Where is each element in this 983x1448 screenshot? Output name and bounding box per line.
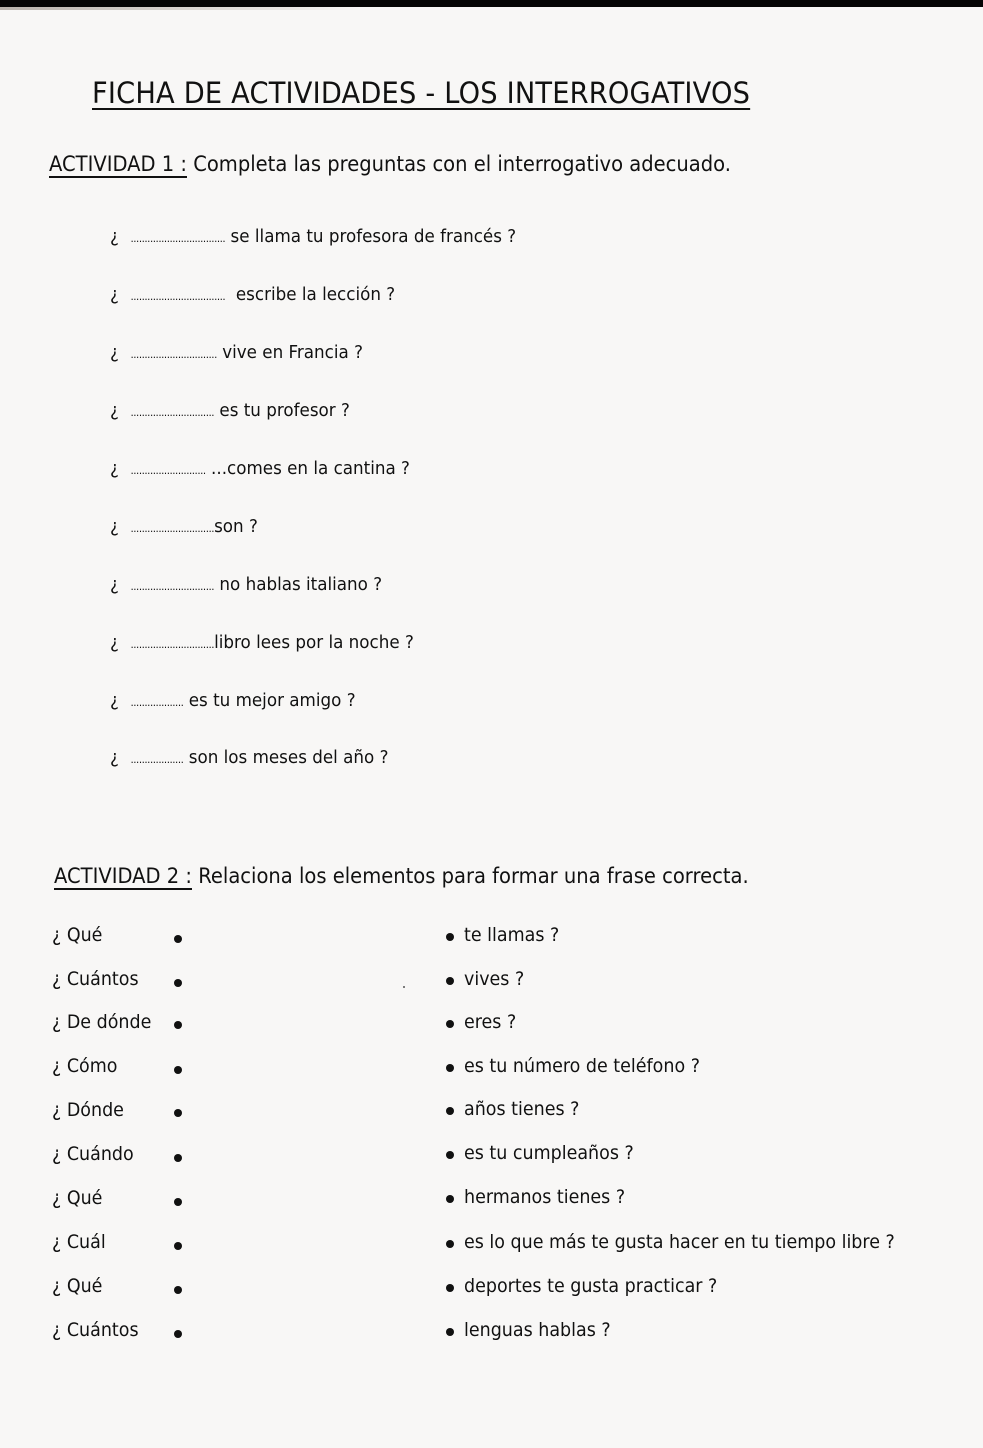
left-connector-dot[interactable] — [174, 1198, 182, 1206]
left-connector-dot[interactable] — [174, 1021, 182, 1029]
match-right-item: eres ? — [464, 1011, 517, 1033]
inverted-question-mark: ¿ — [110, 632, 119, 653]
inverted-question-mark: ¿ — [110, 458, 119, 479]
inverted-question-mark: ¿ — [110, 516, 119, 537]
question-text: es tu profesor ? — [219, 400, 350, 421]
inverted-question-mark: ¿ — [110, 574, 119, 595]
match-right-item: es tu cumpleaños ? — [464, 1142, 634, 1164]
right-connector-dot[interactable] — [446, 1284, 454, 1292]
fill-in-question-7 — [110, 574, 382, 595]
right-connector-dot[interactable] — [446, 977, 454, 985]
right-connector-dot[interactable] — [446, 1240, 454, 1248]
inverted-question-mark: ¿ — [110, 342, 119, 363]
match-left-item: ¿ Cuál — [52, 1231, 106, 1253]
right-connector-dot[interactable] — [446, 933, 454, 941]
match-right-item: te llamas ? — [464, 924, 560, 946]
answer-blank[interactable]: .................................. — [130, 290, 226, 303]
inverted-question-mark: ¿ — [110, 400, 119, 421]
scan-speck — [403, 986, 405, 988]
left-connector-dot[interactable] — [174, 1330, 182, 1338]
answer-blank[interactable]: .............................. — [130, 580, 215, 593]
question-text: son los meses del año ? — [188, 747, 389, 768]
fill-in-question-8 — [110, 632, 414, 653]
right-connector-dot[interactable] — [446, 1195, 454, 1203]
match-left-item: ¿ Qué — [52, 924, 103, 946]
answer-blank[interactable]: ............................... — [130, 348, 217, 361]
match-right-item: hermanos tienes ? — [464, 1186, 626, 1208]
question-text: libro lees por la noche ? — [214, 632, 414, 653]
worksheet-title: FICHA DE ACTIVIDADES - LOS INTERROGATIVOS — [92, 76, 751, 110]
match-left-item: ¿ Cuántos — [52, 968, 139, 990]
fill-in-question-4 — [110, 400, 350, 421]
right-connector-dot[interactable] — [446, 1107, 454, 1115]
match-right-item: vives ? — [464, 968, 525, 990]
right-connector-dot[interactable] — [446, 1064, 454, 1072]
activity-1-instruction: Completa las preguntas con el interrogativo adecuado. — [193, 152, 731, 176]
match-left-item: ¿ Qué — [52, 1187, 103, 1209]
match-left-item: ¿ De dónde — [52, 1011, 152, 1033]
match-right-item: deportes te gusta practicar ? — [464, 1275, 718, 1297]
activity-2-label: ACTIVIDAD 2 : — [54, 864, 192, 888]
left-connector-dot[interactable] — [174, 1154, 182, 1162]
inverted-question-mark: ¿ — [110, 747, 119, 768]
fill-in-question-6 — [110, 516, 258, 537]
answer-blank[interactable]: ................... — [130, 753, 184, 766]
inverted-question-mark: ¿ — [110, 690, 119, 711]
answer-blank[interactable]: ........................... — [130, 464, 206, 477]
left-connector-dot[interactable] — [174, 935, 182, 943]
fill-in-question-9 — [110, 690, 356, 711]
left-connector-dot[interactable] — [174, 1286, 182, 1294]
question-text: son ? — [214, 516, 258, 537]
match-left-item: ¿ Qué — [52, 1275, 103, 1297]
activity-2-instruction: Relaciona los elementos para formar una frase correcta. — [198, 864, 749, 888]
answer-blank[interactable]: .............................. — [130, 522, 215, 535]
match-right-item: años tienes ? — [464, 1098, 580, 1120]
left-connector-dot[interactable] — [174, 979, 182, 987]
match-right-item: es tu número de teléfono ? — [464, 1055, 700, 1077]
answer-blank[interactable]: .................................. — [130, 232, 226, 245]
right-connector-dot[interactable] — [446, 1020, 454, 1028]
answer-blank[interactable]: .............................. — [130, 406, 215, 419]
activity-2-heading — [54, 864, 749, 888]
inverted-question-mark: ¿ — [110, 226, 119, 247]
fill-in-question-2 — [110, 284, 395, 305]
fill-in-question-5 — [110, 458, 410, 479]
match-left-item: ¿ Cuándo — [52, 1143, 134, 1165]
match-left-item: ¿ Dónde — [52, 1099, 124, 1121]
inverted-question-mark: ¿ — [110, 284, 119, 305]
right-connector-dot[interactable] — [446, 1328, 454, 1336]
question-text: es tu mejor amigo ? — [188, 690, 356, 711]
left-connector-dot[interactable] — [174, 1109, 182, 1117]
answer-blank[interactable]: ................... — [130, 696, 184, 709]
question-text: no hablas italiano ? — [219, 574, 383, 595]
match-left-item: ¿ Cuántos — [52, 1319, 139, 1341]
fill-in-question-1 — [110, 226, 516, 247]
activity-1-heading — [49, 152, 731, 176]
question-text: vive en Francia ? — [222, 342, 364, 363]
answer-blank[interactable]: .............................. — [130, 638, 215, 651]
fill-in-question-3 — [110, 342, 363, 363]
match-right-item: lenguas hablas ? — [464, 1319, 611, 1341]
left-connector-dot[interactable] — [174, 1242, 182, 1250]
right-connector-dot[interactable] — [446, 1151, 454, 1159]
question-text: ...comes en la cantina ? — [211, 458, 410, 479]
question-text: se llama tu profesora de francés ? — [230, 226, 517, 247]
match-right-item: es lo que más te gusta hacer en tu tiempo libre ? — [464, 1231, 895, 1253]
activity-1-label: ACTIVIDAD 1 : — [49, 152, 187, 176]
match-left-item: ¿ Cómo — [52, 1055, 118, 1077]
question-text: escribe la lección ? — [235, 284, 396, 305]
left-connector-dot[interactable] — [174, 1066, 182, 1074]
fill-in-question-10 — [110, 747, 388, 768]
